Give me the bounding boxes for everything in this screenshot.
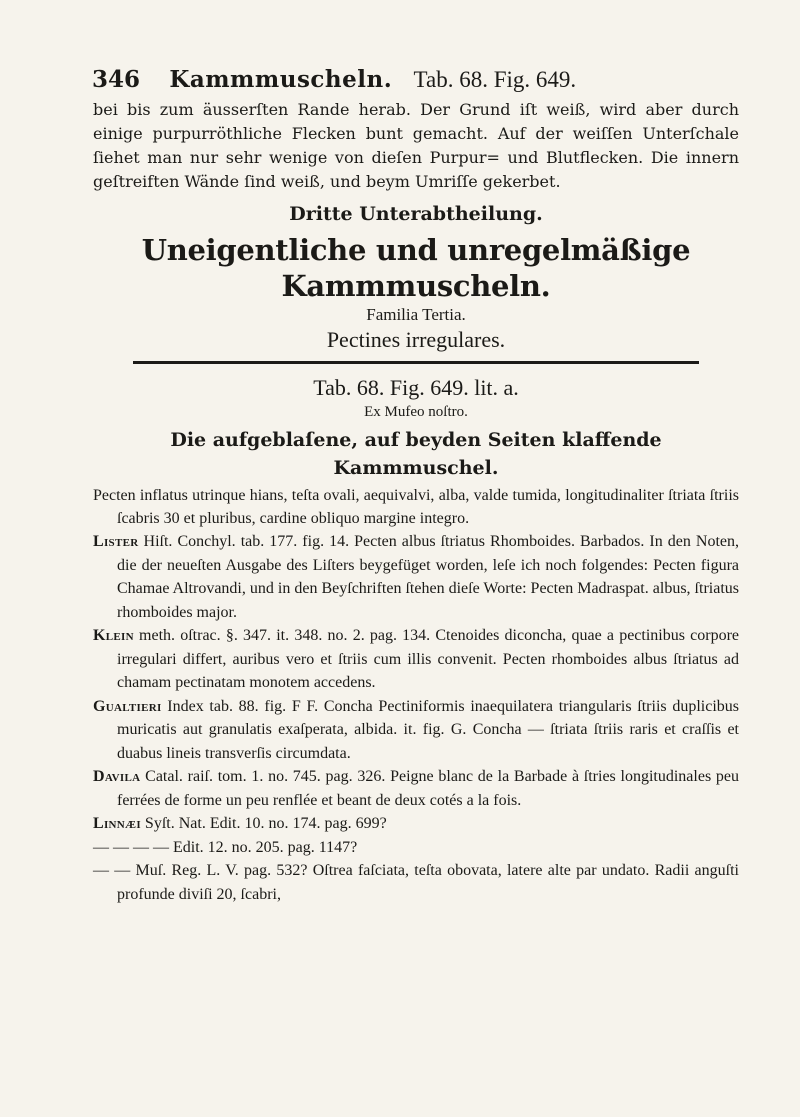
reference-author: Gualtieri [93,697,162,715]
running-head [92,66,732,93]
intro-paragraph: bei bis zum äusserſten Rande herab. Der Grund iſt weiß, wird aber durch einige purpurröthliche Flecken bunt gemacht. Auf der weiſſen Unterſchale ſiehet man nur sehr wenige von dieſen Purpur= und Blutflecken. Die innern geſtreiften Wände ſind weiß, und beym Umriſſe gekerbet. [93,100,739,191]
section-title: Uneigentliche und unregelmäßige Kammmuscheln. [141,233,691,303]
reference-entry [93,812,739,836]
latin-title: Pectines irregulares. [326,327,506,352]
reference-entry [93,836,739,860]
reference-text: Index tab. 88. fig. F F. Concha Pectiniformis inaequilatera triangularis ſtriis duplicibus muricatis aut granulatis exaſperata, albida. it. fig. G. Concha — ſtriata ſtriis raris et craſſis et duabus lineis transverſis circumdata. [117,697,739,762]
figure-reference: Tab. 68. Fig. 649. lit. a. [313,375,519,400]
reference-entry [93,765,739,812]
reference-entry [93,530,739,624]
species-german-name: Die aufgeblaſene, auf beyden Seiten klaffende Kammmuschel. [170,429,662,479]
section-subheading: Dritte Unterabtheilung. [289,203,543,225]
reference-author: Lister [93,533,139,550]
running-title: Kammmuscheln. [169,66,393,93]
reference-text: Catal. raiſ. tom. 1. no. 745. pag. 326. Peigne blanc de la Barbade à ſtries longitudinales peu ferrées de forme un peu renflée et beant de deux cotés a la fois. [117,768,740,809]
species-latin-description: Pecten inflatus utrinque hians, teſta ovali, aequivalvi, alba, valde tumida, longitudinaliter ſtriata ſtriis ſcabris 30 et pluribus, cardine obliquo margine integro. [93,487,739,527]
latin-family: Familia Tertia. [366,305,466,324]
reference-text: meth. oſtrac. §. 347. it. 348. no. 2. pag. 134. Ctenoides diconcha, quae a pectinibus corpore irregulari differt, auribus vero et ſtriis cum illis convenit. Pecten rhomboides albus ſtriatus ad chamam pectinatam monotem accedens. [117,627,740,691]
reference-list [93,530,739,906]
reference-entry [93,624,739,695]
reference-author: Klein [93,627,134,644]
plate-reference: Tab. 68. Fig. 649. [413,67,577,92]
reference-text: Syſt. Nat. Edit. 10. no. 174. pag. 699? [144,815,387,832]
reference-text: — — — — Edit. 12. no. 205. pag. 1147? [93,838,358,856]
reference-entry [93,695,739,766]
reference-entry [93,859,739,906]
reference-author: Davila [93,768,141,785]
section-divider [133,361,699,364]
reference-text: — — Muſ. Reg. L. V. pag. 532? Oſtrea faſciata, teſta obovata, latere alte par undato. Radii anguſti profunde diviſi 20, ſcabri, [93,862,739,903]
figure-source: Ex Mufeo noſtro. [364,404,468,420]
body-text [93,98,739,906]
page-number: 346 [92,66,141,93]
reference-text: Hiſt. Conchyl. tab. 177. fig. 14. Pecten albus ſtriatus Rhomboides. Barbados. In den Noten, die der neueſten Ausgabe des Liſters beygefüget worden, leſe ich noch folgendes: Pecten figura Chamae Altrovandi, und in den Beyſchriften ſtehen dieſe Worte: Pecten Madraspat. albus, ſtriatus rhomboides major. [117,533,740,621]
reference-author: Linnæi [93,815,141,832]
